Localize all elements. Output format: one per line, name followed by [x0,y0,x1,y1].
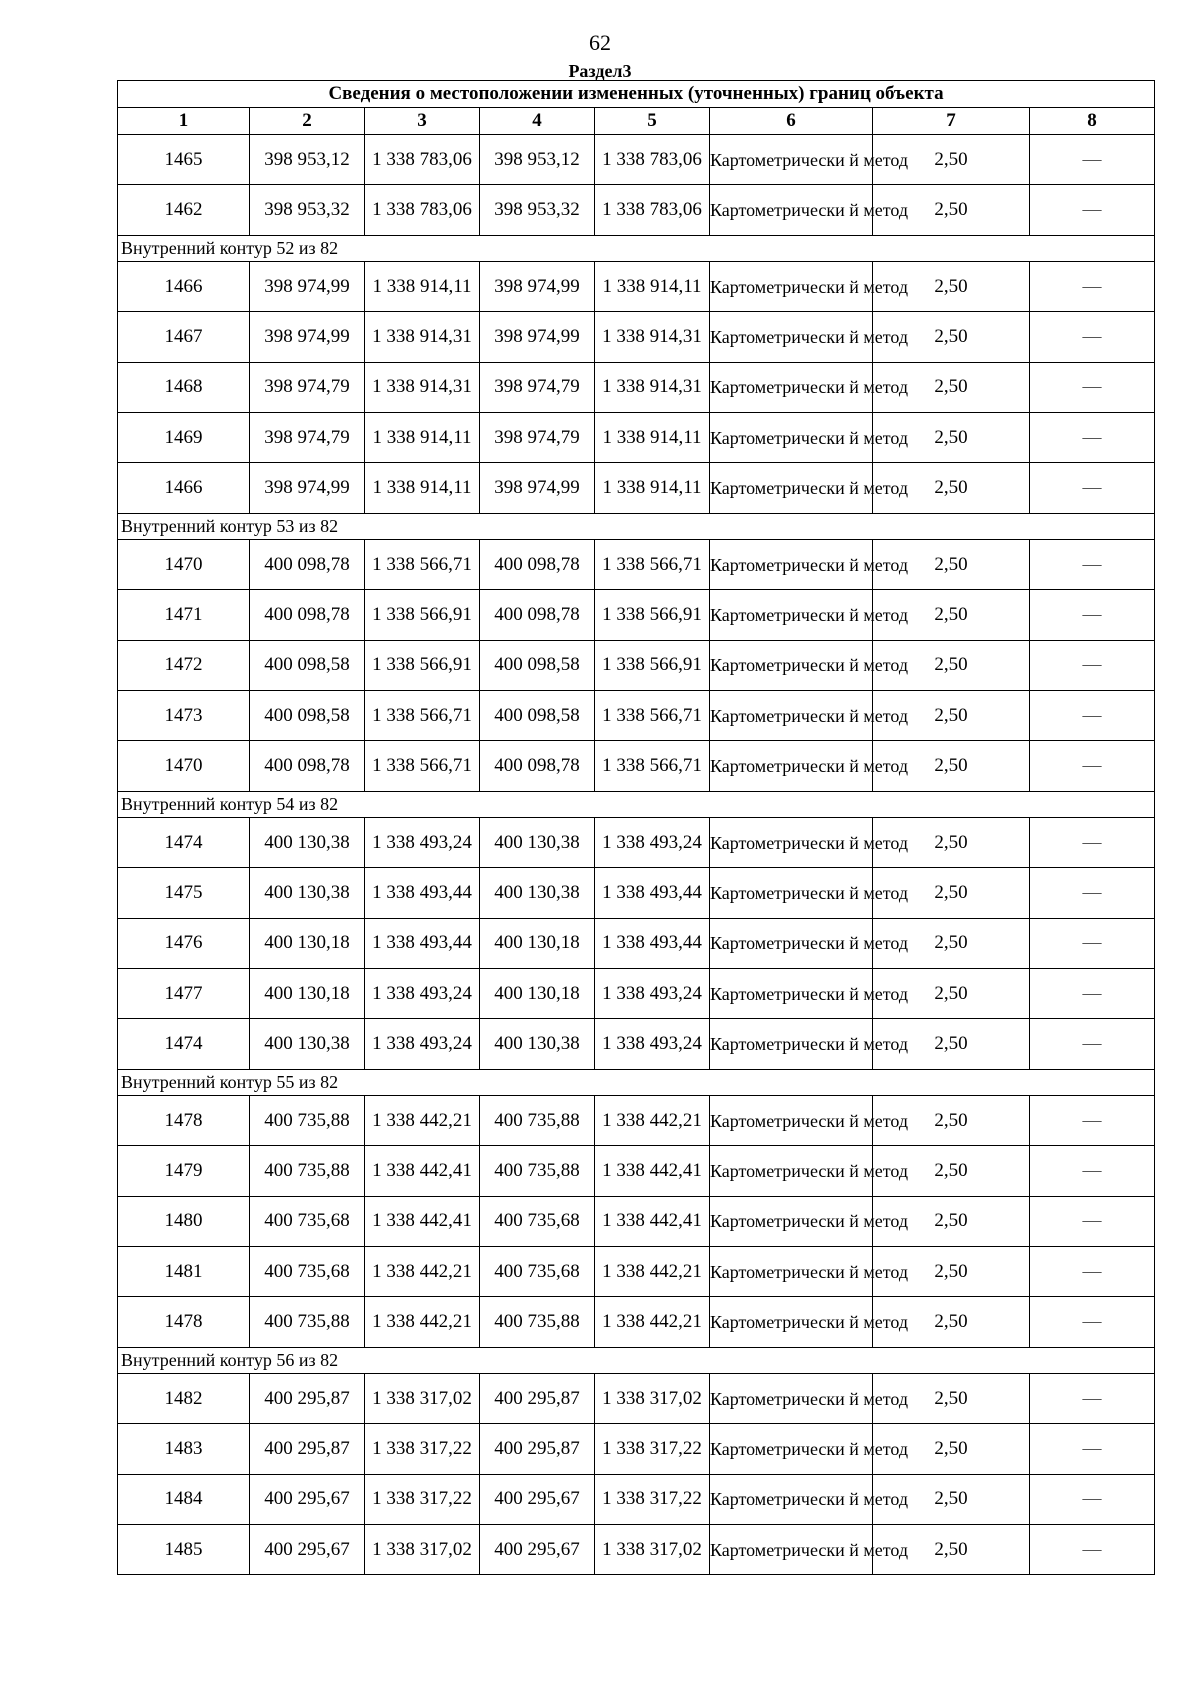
x-old-cell: 400 295,87 [250,1374,365,1424]
x-old-cell: 398 974,99 [250,312,365,362]
accuracy-cell: 2,50 [873,918,1030,968]
point-number-cell: 1479 [118,1146,250,1196]
description-cell: — [1030,1374,1155,1424]
y-new-cell: 1 338 914,31 [595,362,710,412]
accuracy-cell: 2,50 [873,362,1030,412]
point-number-cell: 1462 [118,185,250,235]
method-cell: Картометрически й метод [710,540,873,590]
table-row [118,362,1155,412]
accuracy-cell: 2,50 [873,818,1030,868]
method-cell: Картометрически й метод [710,1096,873,1146]
x-new-cell: 400 735,88 [480,1297,595,1347]
point-number-cell: 1478 [118,1297,250,1347]
method-cell: Картометрически й метод [710,312,873,362]
y-new-cell: 1 338 317,22 [595,1424,710,1474]
x-new-cell: 400 295,87 [480,1424,595,1474]
accuracy-cell: 2,50 [873,690,1030,740]
y-new-cell: 1 338 317,02 [595,1374,710,1424]
x-old-cell: 400 735,88 [250,1096,365,1146]
description-cell: — [1030,262,1155,312]
y-new-cell: 1 338 442,21 [595,1297,710,1347]
x-old-cell: 400 130,18 [250,918,365,968]
contour-header-row [118,513,1155,540]
point-number-cell: 1481 [118,1246,250,1296]
x-old-cell: 400 295,87 [250,1424,365,1474]
column-header: 2 [250,108,365,135]
y-old-cell: 1 338 493,24 [365,1019,480,1069]
y-old-cell: 1 338 783,06 [365,135,480,185]
x-new-cell: 400 735,88 [480,1096,595,1146]
method-cell: Картометрически й метод [710,690,873,740]
method-cell: Картометрически й метод [710,968,873,1018]
point-number-cell: 1467 [118,312,250,362]
description-cell: — [1030,312,1155,362]
x-old-cell: 400 295,67 [250,1524,365,1574]
y-old-cell: 1 338 566,71 [365,741,480,791]
method-cell: Картометрически й метод [710,1374,873,1424]
column-header: 7 [873,108,1030,135]
x-new-cell: 400 295,67 [480,1524,595,1574]
y-new-cell: 1 338 566,91 [595,590,710,640]
x-new-cell: 400 098,58 [480,640,595,690]
point-number-cell: 1484 [118,1474,250,1524]
x-old-cell: 400 098,78 [250,741,365,791]
x-new-cell: 400 098,78 [480,741,595,791]
accuracy-cell: 2,50 [873,590,1030,640]
y-old-cell: 1 338 442,21 [365,1246,480,1296]
x-new-cell: 398 974,99 [480,463,595,513]
method-cell: Картометрически й метод [710,741,873,791]
description-cell: — [1030,540,1155,590]
x-new-cell: 398 974,99 [480,312,595,362]
accuracy-cell: 2,50 [873,1019,1030,1069]
y-old-cell: 1 338 442,21 [365,1297,480,1347]
y-new-cell: 1 338 493,44 [595,868,710,918]
y-old-cell: 1 338 442,41 [365,1146,480,1196]
description-cell: — [1030,1474,1155,1524]
y-old-cell: 1 338 317,22 [365,1474,480,1524]
accuracy-cell: 2,50 [873,1524,1030,1574]
y-new-cell: 1 338 493,44 [595,918,710,968]
method-cell: Картометрически й метод [710,185,873,235]
y-new-cell: 1 338 493,24 [595,968,710,1018]
x-new-cell: 398 974,79 [480,362,595,412]
contour-label: Внутренний контур 56 из 82 [118,1347,1155,1374]
y-new-cell: 1 338 566,71 [595,690,710,740]
point-number-cell: 1485 [118,1524,250,1574]
x-new-cell: 400 295,67 [480,1474,595,1524]
description-cell: — [1030,1146,1155,1196]
y-old-cell: 1 338 442,21 [365,1096,480,1146]
description-cell: — [1030,968,1155,1018]
x-new-cell: 400 130,38 [480,868,595,918]
table-row [118,1424,1155,1474]
description-cell: — [1030,868,1155,918]
x-new-cell: 400 130,18 [480,918,595,968]
table-row [118,818,1155,868]
x-old-cell: 398 974,79 [250,412,365,462]
point-number-cell: 1469 [118,412,250,462]
contour-header-row [118,1069,1155,1096]
y-old-cell: 1 338 914,31 [365,312,480,362]
table-row [118,1524,1155,1574]
table-row [118,1096,1155,1146]
x-old-cell: 400 735,88 [250,1146,365,1196]
description-cell: — [1030,741,1155,791]
column-header: 1 [118,108,250,135]
x-new-cell: 400 735,88 [480,1146,595,1196]
x-new-cell: 398 974,99 [480,262,595,312]
x-new-cell: 400 735,68 [480,1246,595,1296]
table-row [118,640,1155,690]
point-number-cell: 1480 [118,1196,250,1246]
y-old-cell: 1 338 493,44 [365,918,480,968]
y-new-cell: 1 338 442,41 [595,1146,710,1196]
accuracy-cell: 2,50 [873,1196,1030,1246]
accuracy-cell: 2,50 [873,135,1030,185]
y-new-cell: 1 338 493,24 [595,1019,710,1069]
description-cell: — [1030,818,1155,868]
description-cell: — [1030,590,1155,640]
accuracy-cell: 2,50 [873,1474,1030,1524]
x-new-cell: 400 098,58 [480,690,595,740]
section-label: Раздел3 [568,61,632,81]
x-old-cell: 400 735,88 [250,1297,365,1347]
x-old-cell: 398 974,99 [250,262,365,312]
x-old-cell: 398 953,12 [250,135,365,185]
y-new-cell: 1 338 317,02 [595,1524,710,1574]
x-old-cell: 400 130,18 [250,968,365,1018]
accuracy-cell: 2,50 [873,312,1030,362]
contour-label: Внутренний контур 55 из 82 [118,1069,1155,1096]
table-row [118,185,1155,235]
table-row [118,918,1155,968]
method-cell: Картометрически й метод [710,262,873,312]
description-cell: — [1030,1246,1155,1296]
table-row [118,1297,1155,1347]
x-old-cell: 398 953,32 [250,185,365,235]
table-row [118,463,1155,513]
y-new-cell: 1 338 783,06 [595,135,710,185]
table-title: Сведения о местоположении измененных (уточненных) границ объекта [118,81,1155,108]
point-number-cell: 1477 [118,968,250,1018]
table-row [118,1246,1155,1296]
table-row [118,1146,1155,1196]
table-row [118,1019,1155,1069]
point-number-cell: 1478 [118,1096,250,1146]
boundary-coordinates-table [117,80,1155,1575]
x-new-cell: 400 098,78 [480,590,595,640]
x-old-cell: 400 735,68 [250,1246,365,1296]
y-new-cell: 1 338 566,71 [595,540,710,590]
y-old-cell: 1 338 442,41 [365,1196,480,1246]
accuracy-cell: 2,50 [873,412,1030,462]
contour-header-row [118,235,1155,262]
method-cell: Картометрически й метод [710,135,873,185]
method-cell: Картометрически й метод [710,362,873,412]
x-old-cell: 400 130,38 [250,1019,365,1069]
column-header: 8 [1030,108,1155,135]
table-row [118,868,1155,918]
accuracy-cell: 2,50 [873,1374,1030,1424]
y-old-cell: 1 338 914,11 [365,262,480,312]
column-header: 3 [365,108,480,135]
table-row [118,312,1155,362]
method-cell: Картометрически й метод [710,918,873,968]
method-cell: Картометрически й метод [710,1524,873,1574]
point-number-cell: 1468 [118,362,250,412]
x-new-cell: 400 295,87 [480,1374,595,1424]
y-old-cell: 1 338 493,24 [365,818,480,868]
method-cell: Картометрически й метод [710,463,873,513]
y-new-cell: 1 338 914,11 [595,463,710,513]
contour-header-row [118,1347,1155,1374]
point-number-cell: 1474 [118,818,250,868]
column-header: 4 [480,108,595,135]
description-cell: — [1030,1096,1155,1146]
y-old-cell: 1 338 914,31 [365,362,480,412]
description-cell: — [1030,362,1155,412]
column-header: 5 [595,108,710,135]
point-number-cell: 1466 [118,262,250,312]
accuracy-cell: 2,50 [873,540,1030,590]
point-number-cell: 1474 [118,1019,250,1069]
y-new-cell: 1 338 783,06 [595,185,710,235]
x-old-cell: 398 974,99 [250,463,365,513]
description-cell: — [1030,1297,1155,1347]
y-new-cell: 1 338 442,41 [595,1196,710,1246]
y-old-cell: 1 338 493,44 [365,868,480,918]
y-old-cell: 1 338 317,02 [365,1524,480,1574]
method-cell: Картометрически й метод [710,1246,873,1296]
column-header: 6 [710,108,873,135]
point-number-cell: 1470 [118,741,250,791]
x-old-cell: 400 098,58 [250,690,365,740]
table-row [118,412,1155,462]
y-old-cell: 1 338 317,02 [365,1374,480,1424]
table-body [118,135,1155,1575]
accuracy-cell: 2,50 [873,741,1030,791]
contour-label: Внутренний контур 54 из 82 [118,791,1155,818]
point-number-cell: 1475 [118,868,250,918]
method-cell: Картометрически й метод [710,640,873,690]
accuracy-cell: 2,50 [873,1246,1030,1296]
y-old-cell: 1 338 783,06 [365,185,480,235]
point-number-cell: 1483 [118,1424,250,1474]
x-old-cell: 400 295,67 [250,1474,365,1524]
x-new-cell: 400 098,78 [480,540,595,590]
y-old-cell: 1 338 566,91 [365,640,480,690]
description-cell: — [1030,1019,1155,1069]
x-old-cell: 398 974,79 [250,362,365,412]
description-cell: — [1030,412,1155,462]
y-old-cell: 1 338 493,24 [365,968,480,1018]
page-number: 62 [589,30,611,55]
method-cell: Картометрически й метод [710,1474,873,1524]
method-cell: Картометрически й метод [710,590,873,640]
method-cell: Картометрически й метод [710,412,873,462]
x-old-cell: 400 130,38 [250,818,365,868]
x-old-cell: 400 098,78 [250,540,365,590]
point-number-cell: 1465 [118,135,250,185]
description-cell: — [1030,185,1155,235]
method-cell: Картометрически й метод [710,1146,873,1196]
y-old-cell: 1 338 914,11 [365,463,480,513]
point-number-cell: 1482 [118,1374,250,1424]
y-new-cell: 1 338 493,24 [595,818,710,868]
y-new-cell: 1 338 442,21 [595,1246,710,1296]
x-new-cell: 398 953,12 [480,135,595,185]
accuracy-cell: 2,50 [873,1096,1030,1146]
x-new-cell: 400 130,18 [480,968,595,1018]
y-old-cell: 1 338 566,71 [365,540,480,590]
y-old-cell: 1 338 566,71 [365,690,480,740]
table-row [118,1374,1155,1424]
y-new-cell: 1 338 566,71 [595,741,710,791]
accuracy-cell: 2,50 [873,185,1030,235]
contour-header-row [118,791,1155,818]
point-number-cell: 1470 [118,540,250,590]
description-cell: — [1030,1524,1155,1574]
x-new-cell: 400 130,38 [480,818,595,868]
table-row [118,135,1155,185]
x-new-cell: 400 130,38 [480,1019,595,1069]
y-new-cell: 1 338 442,21 [595,1096,710,1146]
y-old-cell: 1 338 914,11 [365,412,480,462]
method-cell: Картометрически й метод [710,1019,873,1069]
point-number-cell: 1473 [118,690,250,740]
table-row [118,262,1155,312]
method-cell: Картометрически й метод [710,868,873,918]
accuracy-cell: 2,50 [873,968,1030,1018]
table-row [118,741,1155,791]
accuracy-cell: 2,50 [873,868,1030,918]
accuracy-cell: 2,50 [873,262,1030,312]
x-new-cell: 398 953,32 [480,185,595,235]
accuracy-cell: 2,50 [873,1424,1030,1474]
point-number-cell: 1466 [118,463,250,513]
contour-label: Внутренний контур 52 из 82 [118,235,1155,262]
y-new-cell: 1 338 317,22 [595,1474,710,1524]
x-old-cell: 400 130,38 [250,868,365,918]
description-cell: — [1030,1424,1155,1474]
point-number-cell: 1472 [118,640,250,690]
y-new-cell: 1 338 914,31 [595,312,710,362]
description-cell: — [1030,690,1155,740]
contour-label: Внутренний контур 53 из 82 [118,513,1155,540]
accuracy-cell: 2,50 [873,640,1030,690]
method-cell: Картометрически й метод [710,818,873,868]
x-old-cell: 400 098,78 [250,590,365,640]
description-cell: — [1030,640,1155,690]
x-old-cell: 400 098,58 [250,640,365,690]
description-cell: — [1030,918,1155,968]
accuracy-cell: 2,50 [873,1146,1030,1196]
method-cell: Картометрически й метод [710,1297,873,1347]
y-old-cell: 1 338 566,91 [365,590,480,640]
point-number-cell: 1476 [118,918,250,968]
y-new-cell: 1 338 914,11 [595,412,710,462]
x-new-cell: 400 735,68 [480,1196,595,1246]
table-row [118,1196,1155,1246]
method-cell: Картометрически й метод [710,1196,873,1246]
table-row [118,1474,1155,1524]
table-row [118,590,1155,640]
description-cell: — [1030,463,1155,513]
table-row [118,968,1155,1018]
description-cell: — [1030,1196,1155,1246]
method-cell: Картометрически й метод [710,1424,873,1474]
column-number-row [118,108,1155,135]
table-row [118,690,1155,740]
y-new-cell: 1 338 914,11 [595,262,710,312]
accuracy-cell: 2,50 [873,463,1030,513]
description-cell: — [1030,135,1155,185]
table-row [118,540,1155,590]
y-new-cell: 1 338 566,91 [595,640,710,690]
x-new-cell: 398 974,79 [480,412,595,462]
accuracy-cell: 2,50 [873,1297,1030,1347]
point-number-cell: 1471 [118,590,250,640]
x-old-cell: 400 735,68 [250,1196,365,1246]
y-old-cell: 1 338 317,22 [365,1424,480,1474]
